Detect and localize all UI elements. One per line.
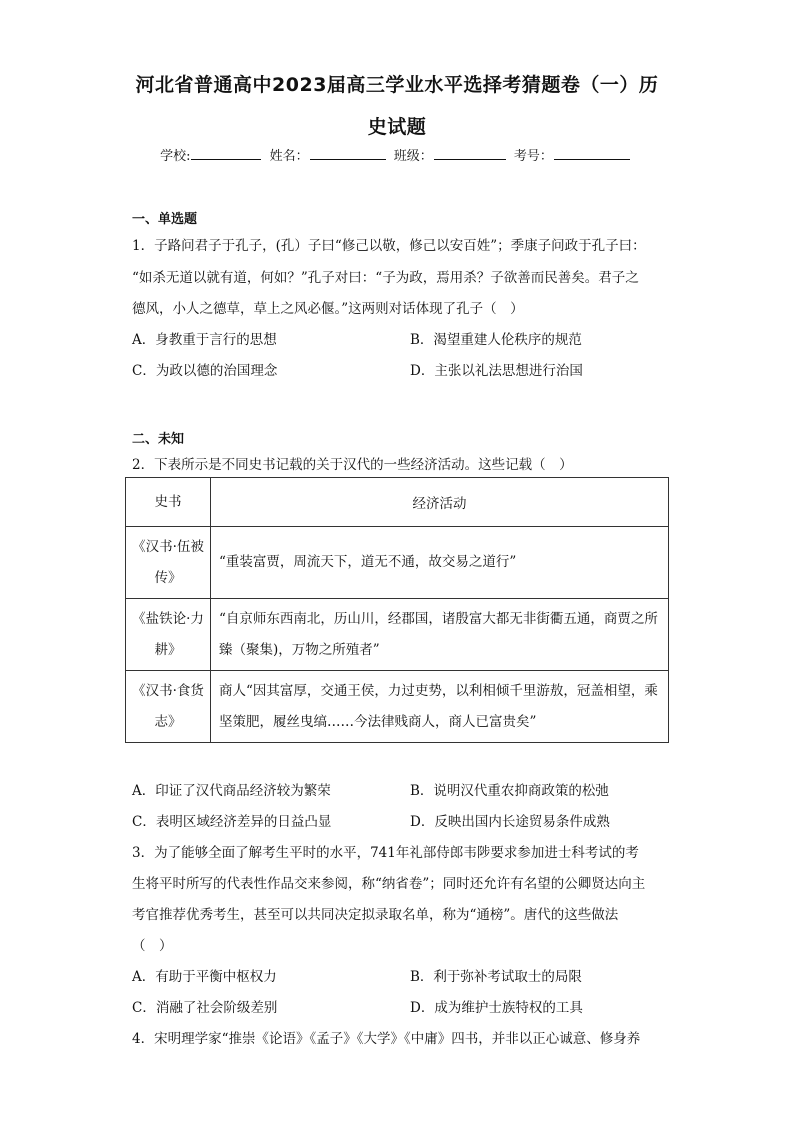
q1-stem-line2: “如杀无道以就有道，何如？”孔子对曰：“子为政，焉用杀？子欲善而民善矣。君子之 (132, 270, 639, 286)
table-row (126, 671, 669, 743)
q3-stem-line1: 3．为了能够全面了解考生平时的水平，741年礼部侍郎韦陟要求参加进士科考试的考 (132, 845, 639, 861)
q1-option-d[interactable]: D．主张以礼法思想进行治国 (410, 363, 583, 379)
q2-stem: 2．下表所示是不同史书记载的关于汉代的一些经济活动。这些记载（ ） (132, 457, 573, 473)
q1-option-a[interactable]: A．身教重于言行的思想 (132, 332, 277, 348)
table-header-activity: 经济活动 (211, 478, 669, 527)
exam-no-blank[interactable] (554, 147, 630, 160)
section-heading-unknown: 二、未知 (132, 432, 185, 447)
table-cell-book: 《汉书·伍被传》 (126, 527, 211, 599)
table-header-book: 史书 (126, 478, 211, 527)
q2-option-a[interactable]: A．印证了汉代商品经济较为繁荣 (132, 783, 331, 799)
table-row (126, 527, 669, 599)
exam-title-line1: 河北省普通高中2023届高三学业水平选择考猜题卷（一）历 (135, 74, 659, 96)
school-blank[interactable] (191, 147, 261, 160)
school-label: 学校: (160, 149, 191, 164)
exam-title-line2: 史试题 (367, 116, 427, 138)
q3-option-c[interactable]: C．消融了社会阶级差别 (132, 1000, 278, 1016)
q3-stem-line4: （ ） (132, 938, 173, 954)
q2-option-b[interactable]: B．说明汉代重农抑商政策的松弛 (410, 783, 609, 799)
q3-stem-line3: 考官推荐优秀考生，甚至可以共同决定拟录取名单，称为“通榜”。唐代的这些做法 (132, 907, 619, 923)
q2-option-c[interactable]: C．表明区域经济差异的日益凸显 (132, 814, 332, 830)
table-cell-book: 《盐铁论·力耕》 (126, 599, 211, 671)
section-heading-single-choice: 一、单选题 (132, 212, 198, 227)
table-header-row (126, 478, 669, 527)
table-cell-activity: “重装富贾，周流天下，道无不通，故交易之道行” (211, 527, 669, 599)
name-blank[interactable] (310, 147, 386, 160)
exam-no-label: 考号： (513, 149, 553, 164)
q1-stem-line3: 德风，小人之德草，草上之风必偃。”这两则对话体现了孔子（ ） (132, 301, 524, 317)
table-row (126, 599, 669, 671)
table-cell-activity: 商人“因其富厚，交通王侯，力过吏势，以利相倾千里游敖，冠盖相望，乘坚策肥，履丝曳缟……今法律贱商人，商人已富贵矣” (211, 671, 669, 743)
class-label: 班级： (393, 149, 433, 164)
class-blank[interactable] (434, 147, 506, 160)
q2-source-table (125, 477, 669, 743)
q1-stem-line1: 1．子路问君子于孔子，(孔）子曰“修己以敬，修己以安百姓”；季康子问政于孔子曰： (132, 238, 646, 254)
table-cell-book: 《汉书·食货志》 (126, 671, 211, 743)
name-label: 姓名： (269, 149, 309, 164)
q2-option-d[interactable]: D．反映出国内长途贸易条件成熟 (410, 814, 610, 830)
q3-option-a[interactable]: A．有助于平衡中枢权力 (132, 969, 277, 985)
q3-option-d[interactable]: D．成为维护士族特权的工具 (410, 1000, 583, 1016)
q3-option-b[interactable]: B．利于弥补考试取士的局限 (410, 969, 582, 985)
table-cell-activity: “自京师东西南北，历山川，经郡国，诸殷富大都无非街衢五通，商贾之所臻（聚集)，万物之所殖者” (211, 599, 669, 671)
student-info-row (0, 145, 794, 164)
q1-option-b[interactable]: B．渴望重建人伦秩序的规范 (410, 332, 582, 348)
q4-stem-line1: 4．宋明理学家“推崇《论语》《孟子》《大学》《中庸》四书，并非以正心诚意、修身养 (132, 1031, 641, 1047)
q1-option-c[interactable]: C．为政以德的治国理念 (132, 363, 278, 379)
q3-stem-line2: 生将平时所写的代表性作品交来参阅，称“纳省卷”；同时还允许有名望的公卿贤达向主 (132, 876, 646, 892)
